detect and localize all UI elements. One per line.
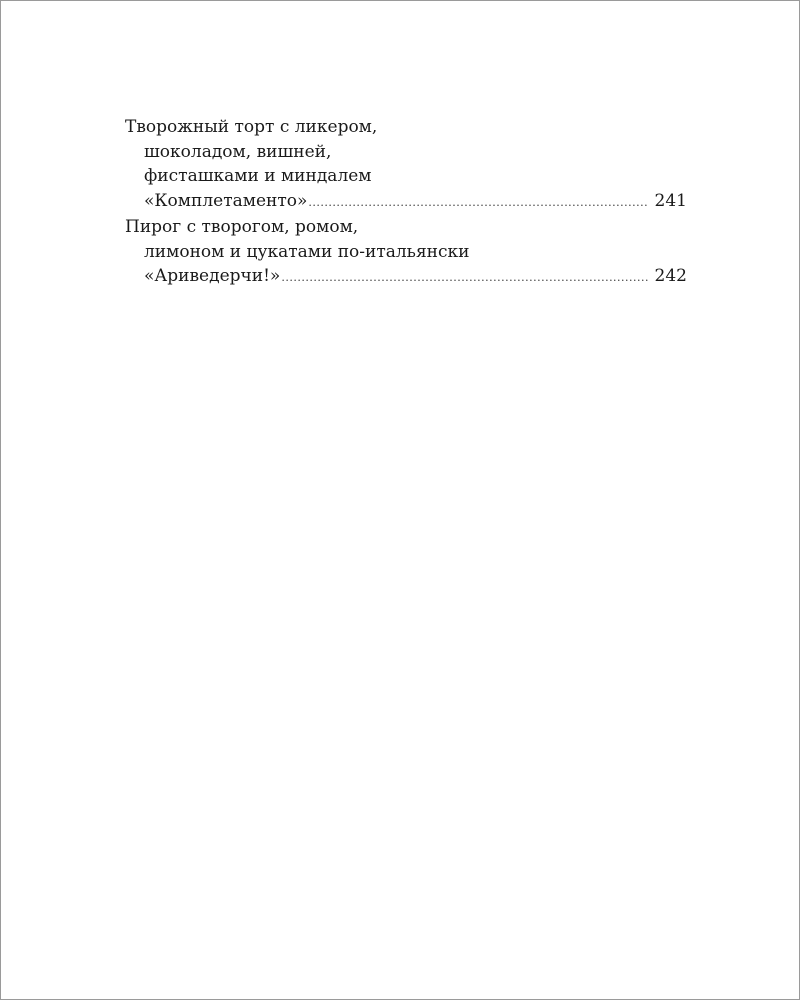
toc-entry-title-line: «Комплетаменто» (144, 190, 308, 211)
toc-entry-last-line (125, 189, 687, 216)
toc-entry-title-line: Пирог с творогом, ромом, (125, 217, 359, 237)
toc-entry-title-line: шоколадом, вишней, (144, 141, 332, 162)
dot-leader (308, 191, 648, 216)
dot-leader (281, 266, 648, 291)
page-number: 241 (654, 190, 687, 211)
table-of-contents (125, 115, 687, 291)
toc-entry-title-line: «Ариведерчи!» (144, 266, 281, 286)
toc-entry-last-line (125, 264, 687, 291)
toc-entry (125, 115, 687, 215)
toc-entry (125, 215, 687, 291)
toc-entry-title-line: лимоном и цукатами по-итальянски (144, 241, 470, 262)
page-number: 242 (654, 266, 687, 286)
toc-entry-title-line: Творожный торт с ликером, (125, 117, 378, 137)
toc-entry-title-line: фисташками и миндалем (144, 166, 372, 186)
